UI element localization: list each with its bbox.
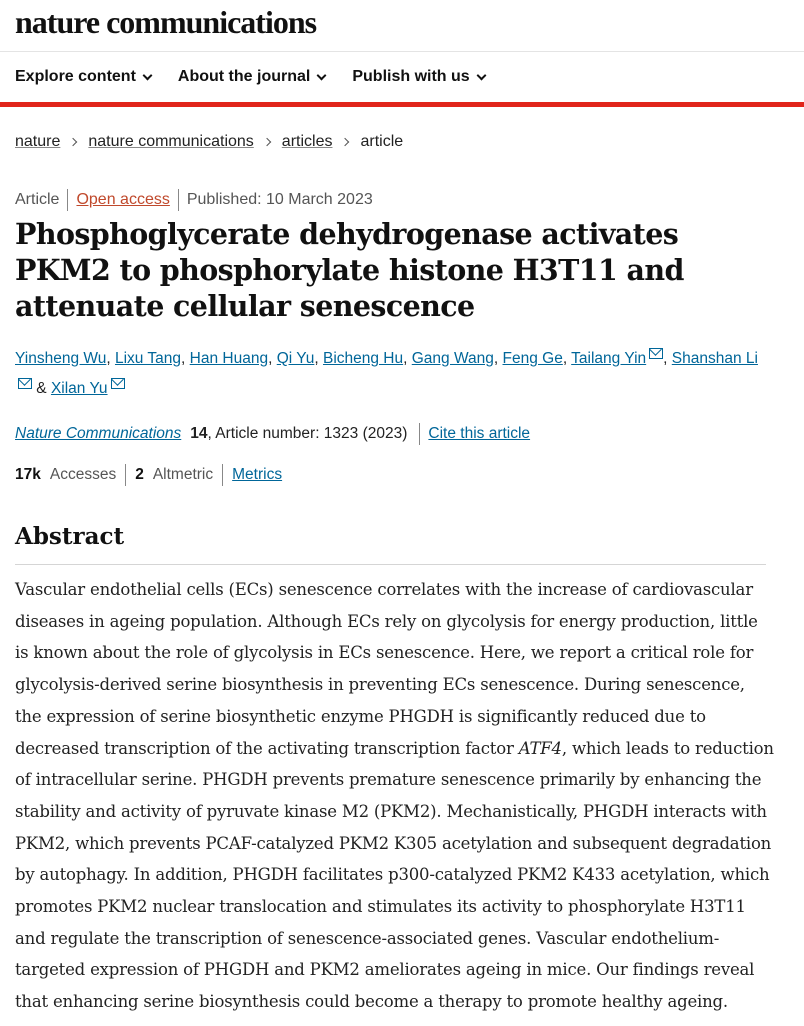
abstract-text: [15, 574, 775, 1018]
metrics-link[interactable]: Metrics: [232, 466, 283, 483]
mail-icon[interactable]: [649, 348, 663, 359]
breadcrumb-nature-communications[interactable]: nature communications: [88, 133, 254, 150]
journal-name-link[interactable]: Nature Communications: [15, 425, 182, 442]
site-logo[interactable]: nature communications: [15, 4, 317, 40]
journal-volume: 14: [190, 425, 208, 442]
article-title: Phosphoglycerate dehydrogenase activates PKM2 to phosphorylate histone H3T11 and attenuate cellular senescence: [15, 217, 684, 323]
site-header: [0, 0, 804, 52]
author-list: [15, 344, 775, 404]
divider: [222, 464, 223, 486]
author-link[interactable]: Yinsheng Wu: [15, 350, 107, 367]
author-separator: ,: [493, 350, 503, 367]
chevron-down-icon: [317, 70, 327, 80]
article-number: , Article number: 1323 (2023): [207, 425, 408, 442]
nav-explore-content[interactable]: [15, 68, 151, 86]
main-nav: [0, 52, 804, 107]
author-link[interactable]: Bicheng Hu: [322, 350, 404, 367]
published-date: Published: 10 March 2023: [186, 191, 373, 208]
chevron-right-icon: [263, 138, 271, 146]
divider: [178, 189, 179, 211]
breadcrumb-current: article: [360, 133, 404, 150]
altmetric-count: 2: [135, 466, 144, 483]
author-separator: ,: [562, 350, 572, 367]
cite-article-link[interactable]: Cite this article: [428, 425, 531, 442]
article-meta: [15, 189, 373, 211]
mail-icon[interactable]: [111, 378, 125, 389]
abstract-text-part-2: , which leads to reduction of intracellular serine. PHGDH prevents premature senescence primarily by enhancing the stability and activity of pyruvate kinase M2 (PKM2). Mechanistically, PHGDH interacts with PKM2, which prevents PCAF-catalyzed PKM2 K305 acetylation and subsequent degradation by autophagy. In addition, PHGDH facilitates p300-catalyzed PKM2 K433 acetylation, which promotes PKM2 nuclear translocation and stimulates its activity to phosphorylate H3T11 and regulate the transcription of senescence-associated genes. Vascular endothelium-targeted expression of PHGDH and PKM2 ameliorates ageing in mice. Our findings reveal that enhancing serine biosynthesis could become a therapy to promote healthy ageing.: [15, 738, 774, 1012]
abstract-text-part-1: Vascular endothelial cells (ECs) senescence correlates with the increase of cardiovascular diseases in ageing population. Although ECs rely on glycolysis for energy production, little is known about the role of glycolysis in ECs senescence. Here, we report a critical role for glycolysis-derived serine biosynthesis in preventing ECs senescence. During senescence, the expression of serine biosynthetic enzyme PHGDH is significantly reduced due to decreased transcription of the activating transcription factor: [15, 580, 758, 758]
divider: [419, 423, 420, 445]
journal-info: [15, 423, 530, 445]
author-separator: ,: [268, 350, 277, 367]
chevron-right-icon: [341, 138, 349, 146]
author-link[interactable]: Feng Ge: [502, 350, 563, 367]
nav-about-journal[interactable]: [178, 68, 325, 86]
author-separator: ,: [106, 350, 115, 367]
author-and: &: [32, 380, 51, 397]
chevron-down-icon: [476, 70, 486, 80]
author-link[interactable]: Shanshan Li: [671, 350, 758, 367]
divider: [67, 189, 68, 211]
author-separator: ,: [403, 350, 412, 367]
nav-label: Publish with us: [352, 68, 470, 85]
author-separator: ,: [663, 350, 672, 367]
author-separator: ,: [314, 350, 323, 367]
chevron-down-icon: [142, 70, 152, 80]
abstract-heading: Abstract: [15, 523, 766, 565]
article-type: Article: [15, 191, 60, 208]
accesses-count: 17k: [15, 466, 41, 483]
divider: [125, 464, 126, 486]
author-link[interactable]: Qi Yu: [276, 350, 315, 367]
breadcrumb: [15, 133, 403, 151]
open-access-link[interactable]: Open access: [76, 191, 170, 208]
chevron-right-icon: [69, 138, 77, 146]
breadcrumb-nature[interactable]: nature: [15, 133, 61, 150]
author-link[interactable]: Han Huang: [189, 350, 269, 367]
author-separator: ,: [181, 350, 190, 367]
author-link[interactable]: Xilan Yu: [50, 380, 108, 397]
author-link[interactable]: Gang Wang: [411, 350, 494, 367]
author-link[interactable]: Lixu Tang: [114, 350, 182, 367]
nav-publish-with-us[interactable]: [352, 68, 484, 86]
breadcrumb-articles[interactable]: articles: [281, 133, 333, 150]
mail-icon[interactable]: [18, 378, 32, 389]
altmetric-label: Altmetric: [152, 466, 214, 483]
accesses-label: Accesses: [49, 466, 117, 483]
nav-label: Explore content: [15, 68, 136, 85]
article-metrics: [15, 464, 282, 486]
nav-label: About the journal: [177, 68, 311, 85]
author-link[interactable]: Tailang Yin: [571, 350, 647, 367]
gene-name: ATF4: [518, 738, 562, 758]
